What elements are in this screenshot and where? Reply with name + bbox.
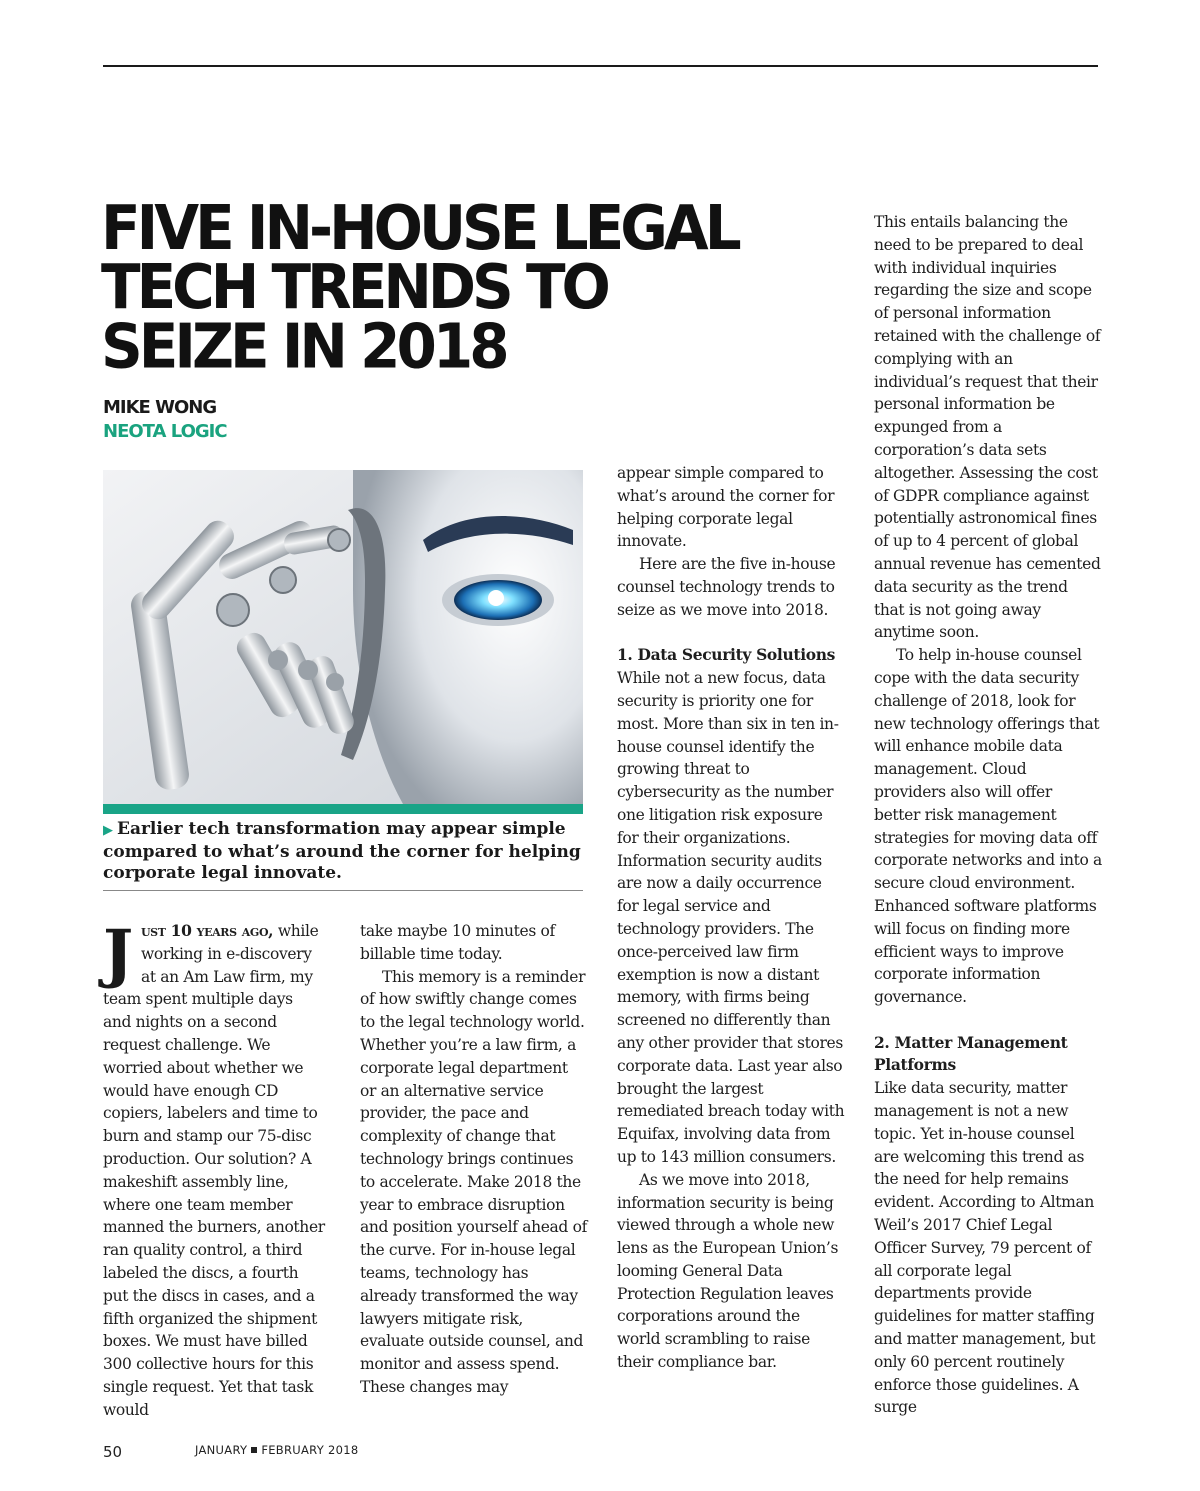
body-column-4 (874, 211, 1102, 1419)
separator-square-icon (251, 1447, 257, 1453)
spacer (874, 1009, 1102, 1032)
paragraph: while working in e-discovery at an Am Law firm, my team spent multiple days and nights on a second request challenge. We worried about whether we would have enough CD copiers, labelers and time to burn and stamp our 75-disc production. Our solution? A makeshift assembly line, where one team member manned the burners, another ran quality control, a third labeled the discs, a fourth put the discs in cases, and a fifth organized the shipment boxes. We must have billed 300 collective hours for this single request. Yet that task would (103, 922, 325, 1419)
paragraph: take maybe 10 minutes of billable time today. (360, 922, 555, 963)
issue-month-1: JANUARY (195, 1443, 248, 1457)
paragraph: To help in-house counsel cope with the data security challenge of 2018, look for new technology offerings that will enhance mobile data management. Cloud providers also will offer better risk management strategies for moving data off corporate networks and into a secure cloud environment. Enhanced software platforms will focus on finding more efficient ways to improve corporate information governance. (874, 646, 1102, 1007)
paragraph: While not a new focus, data security is priority one for most. More than six in ten in-house counsel identify the growing threat to cybersecurity as the number one litigation risk exposure for their organizations. Information security audits are now a daily occurrence for legal service and technology providers. The once-perceived law firm exemption is now a distant memory, with firms being screened no differently than any other provider that stores corporate data. Last year also brought the largest remediated breach today with Equifax, involving data from up to 143 million consumers. (617, 669, 845, 1166)
section-heading-matter-management: 2. Matter Management Platforms (874, 1032, 1068, 1075)
caption-text: Earlier tech transformation may appear simple compared to what’s around the corner for helping corporate legal innovate. (103, 819, 581, 883)
issue-date (195, 1443, 358, 1457)
body-column-1 (103, 916, 325, 1422)
image-accent-band (103, 804, 583, 814)
paragraph: appear simple compared to what’s around the corner for helping corporate legal innovate. (617, 464, 835, 551)
section-heading-data-security: 1. Data Security Solutions (617, 645, 836, 665)
hero-image (103, 470, 583, 804)
page-number: 50 (103, 1443, 123, 1461)
article-headline: FIVE IN-HOUSE LEGAL TECH TRENDS TO SEIZE IN 2018 (101, 191, 738, 383)
issue-month-2: FEBRUARY 2018 (261, 1443, 359, 1457)
top-rule (103, 65, 1098, 67)
paragraph: Like data security, matter management is not a new topic. Yet in-house counsel are welcoming this trend as the need for help remains evident. According to Altman Weil’s 2017 Chief Legal Officer Survey, 79 percent of all corporate legal departments provide guidelines for matter staffing and matter management, but only 60 percent routinely enforce those guidelines. A surge (874, 1079, 1096, 1417)
page-footer (103, 1442, 359, 1461)
body-column-2 (360, 920, 588, 1399)
image-caption (103, 819, 583, 885)
robot-illustration (103, 470, 583, 804)
paragraph: As we move into 2018, information security is being viewed through a whole new lens as the European Union’s looming General Data Protection Regulation leaves corporations around the world scrambling to raise their compliance bar. (617, 1170, 839, 1372)
caption-rule (103, 890, 583, 891)
caption-triangle-icon: ▶ (103, 823, 113, 838)
paragraph: This entails balancing the need to be prepared to deal with individual inquiries regarding the size and scope of personal information retained with the challenge of complying with an individual’s request that their personal information be expunged from a corporation’s data sets altogether. Assessing the cost of GDPR compliance against potentially astronomical fines of up to 4 percent of global annual revenue has cemented data security as the trend that is not going away anytime soon. (874, 213, 1101, 642)
paragraph: This memory is a reminder of how swiftly change comes to the legal technology world. Whether you’re a law firm, a corporate legal department or an alternative service provider, the pace and complexity of change that technology brings continues to accelerate. Make 2018 the year to embrace disruption and position yourself ahead of the curve. For in-house legal teams, technology has already transformed the way lawyers mitigate risk, evaluate outside counsel, and monitor and assess spend. These changes may (360, 967, 587, 1396)
drop-cap: J (103, 916, 133, 991)
paragraph: Here are the five in-house counsel technology trends to seize as we move into 2018. (617, 555, 836, 619)
body-column-3 (617, 462, 845, 1374)
byline (103, 396, 227, 444)
author-name: MIKE WONG (103, 397, 217, 418)
lead-in: ust 10 years ago, (140, 921, 274, 940)
spacer (617, 622, 845, 645)
author-company: NEOTA LOGIC (103, 421, 227, 442)
